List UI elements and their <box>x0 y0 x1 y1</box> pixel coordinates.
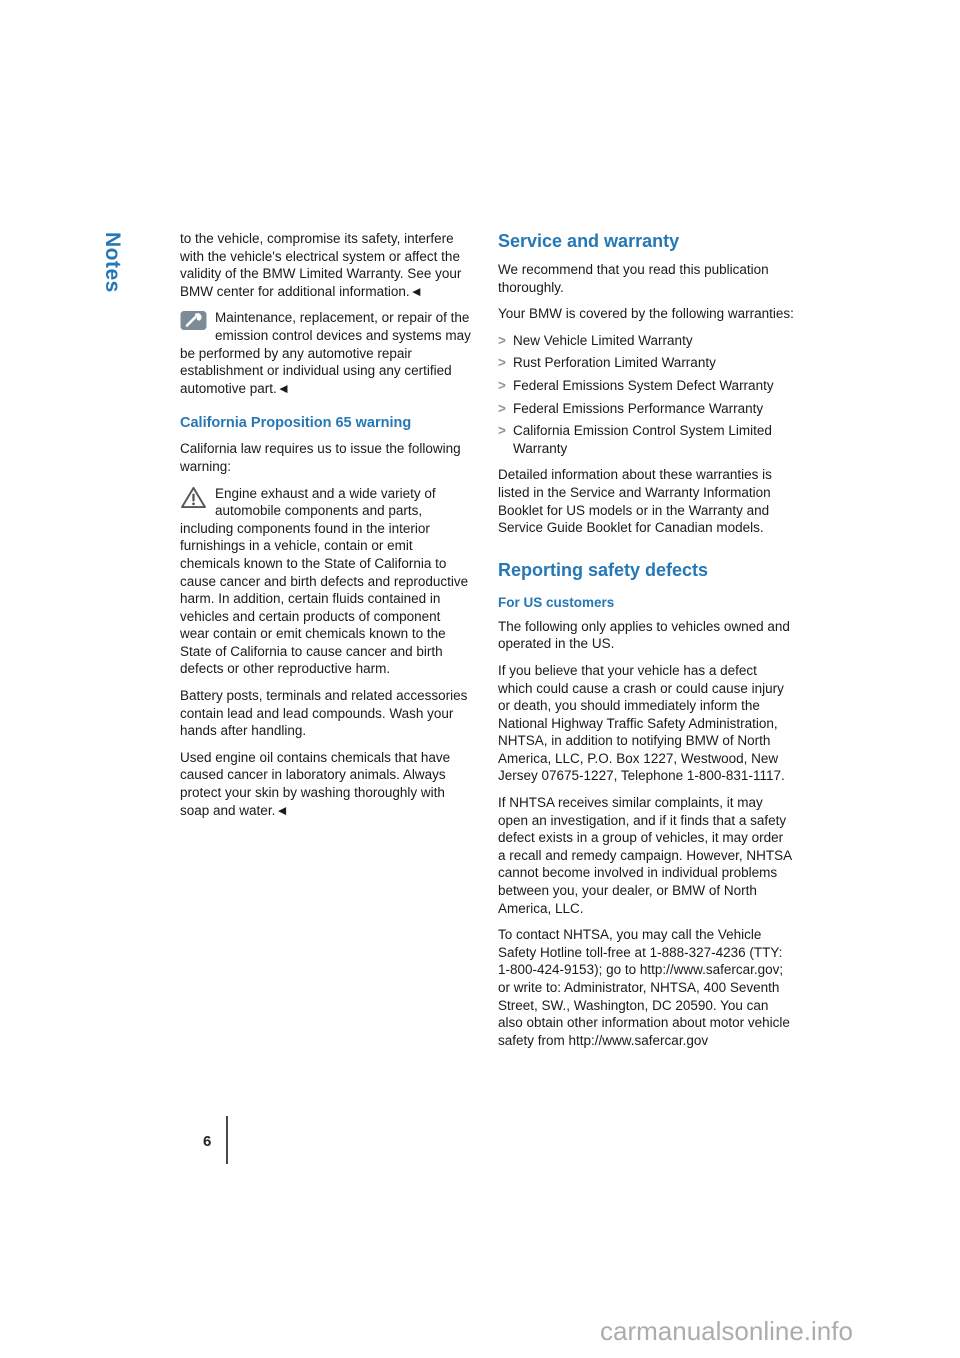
watermark: carmanualsonline.info <box>600 1316 853 1346</box>
page-number-rule <box>226 1116 228 1164</box>
paragraph-warranty-continuation: to the vehicle, compromise its safety, interfere with the vehicle's electrical system or affect the validity of the BMW Limited Warranty. See your BMW center for additional information.◄ <box>180 231 462 299</box>
right-column <box>498 230 794 1049</box>
subheading-for-us-customers: For US customers <box>498 594 615 610</box>
warning-triangle-icon <box>180 486 207 514</box>
paragraph-prop65-intro: California law requires us to issue the following warning: <box>180 441 461 474</box>
list-item <box>498 332 794 350</box>
warranty-item-text: Rust Perforation Limited Warranty <box>513 355 716 371</box>
paragraph-warranty-booklets: Detailed information about these warranties is listed in the Service and Warranty Information Booklet for US models or in the Warranty and Service Guide Booklet for Canadian models. <box>498 467 772 536</box>
warranty-item-text: Federal Emissions System Defect Warranty <box>513 377 774 393</box>
warranty-item-text: California Emission Control System Limited Warranty <box>513 423 772 456</box>
left-column <box>180 230 472 1049</box>
paragraph-engine-oil-warning: Used engine oil contains chemicals that have caused cancer in laboratory animals. Always protect your skin by washing thoroughly with soap and water.◄ <box>180 749 451 818</box>
paragraph-read-publication: We recommend that you read this publication thoroughly. <box>498 262 769 295</box>
maintenance-note-paragraph <box>180 309 472 397</box>
bullet-marker: > <box>498 332 506 348</box>
prop65-warning-text: Engine exhaust and a wide variety of automobile components and parts, including components found in the interior furnishings in a vehicle, contain or emit chemicals known to the State of California to cause cancer and birth defects and reproductive harm. In addition, certain fluids contained in vehicles and certain products of component wear contain or emit chemicals known to the State of California to cause cancer and birth defects or other reproductive harm. <box>180 485 469 677</box>
paragraph-us-only: The following only applies to vehicles owned and operated in the US. <box>498 618 790 652</box>
bullet-marker: > <box>498 355 506 371</box>
page-number: 6 <box>203 1133 212 1150</box>
service-wrench-icon <box>180 310 207 336</box>
bullet-marker: > <box>498 377 506 393</box>
page-content <box>180 230 794 1049</box>
paragraph-warranty-coverage: Your BMW is covered by the following warranties: <box>498 306 794 322</box>
chapter-tab-notes: Notes <box>101 232 124 293</box>
warranty-list <box>498 332 794 458</box>
prop65-warning-paragraph <box>180 485 472 679</box>
heading-service-and-warranty: Service and warranty <box>498 231 680 251</box>
list-item <box>498 354 794 372</box>
paragraph-nhtsa-contact: To contact NHTSA, you may call the Vehicle Safety Hotline toll-free at 1-888-327-4236 (TTY: 1-800-424-9153); go to http://www.safercar.gov; or write to: Administrator, NHTSA, 400 Seventh Street, SW., Washington, DC 20590. You can also obtain other information about motor vehicle safety from http://www.safercar.gov <box>498 927 790 1048</box>
list-item <box>498 400 794 418</box>
heading-california-prop-65: California Proposition 65 warning <box>180 415 412 432</box>
warranty-item-text: Federal Emissions Performance Warranty <box>513 400 764 416</box>
maintenance-note-text: Maintenance, replacement, or repair of the emission control devices and systems may be performed by any automotive repair establishment or individual using any certified automotive part.◄ <box>180 310 471 396</box>
warranty-item-text: New Vehicle Limited Warranty <box>513 332 693 348</box>
heading-reporting-safety-defects: Reporting safety defects <box>498 559 709 580</box>
bullet-marker: > <box>498 400 506 416</box>
paragraph-battery-warning: Battery posts, terminals and related accessories contain lead and lead compounds. Wash your hands after handling. <box>180 688 468 739</box>
paragraph-defect-inform-nhtsa: If you believe that your vehicle has a defect which could cause a crash or could cause injury or death, you should immediately inform the National Highway Traffic Safety Administration, NHTSA, in addition to notifying BMW of North America, LLC, P.O. Box 1227, Westwood, New Jersey 07675-1227, Telephone 1-800-831-1117. <box>498 662 785 784</box>
list-item <box>498 377 794 395</box>
paragraph-nhtsa-investigation: If NHTSA receives similar complaints, it may open an investigation, and if it finds that a safety defect exists in a group of vehicles, it may order a recall and remedy campaign. However, NHTSA cannot become involved in individual problems between you, your dealer, or BMW of North America, LLC. <box>498 795 792 916</box>
bullet-marker: > <box>498 423 506 439</box>
list-item <box>498 422 794 457</box>
